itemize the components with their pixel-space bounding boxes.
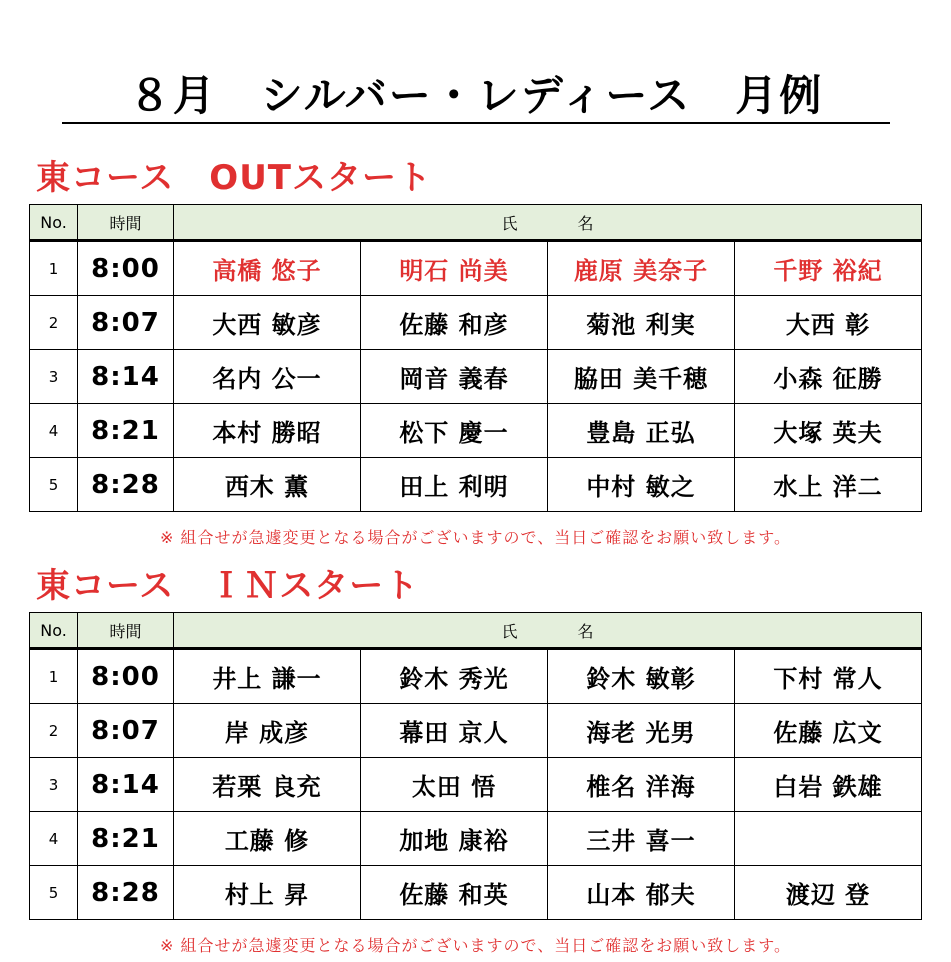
player-name: 大西 敏彦 [174,296,361,350]
table-row [30,458,922,512]
tee-time: 8:28 [78,458,174,512]
player-name: 白岩 鉄雄 [735,758,922,812]
table-row [30,296,922,350]
player-name: 千野 裕紀 [735,241,922,296]
player-name: 幕田 京人 [361,704,548,758]
header-name: 氏 名 [174,205,922,241]
player-name: 若栗 良充 [174,758,361,812]
player-name: 加地 康裕 [361,812,548,866]
player-name: 小森 征勝 [735,350,922,404]
table-row [30,866,922,920]
table-row [30,404,922,458]
player-name: 渡辺 登 [735,866,922,920]
player-name: 太田 悟 [361,758,548,812]
player-name: 名内 公一 [174,350,361,404]
table-header-row [30,205,922,241]
table-row [30,649,922,704]
tee-time: 8:07 [78,704,174,758]
header-no: No. [30,205,78,241]
player-name: 田上 利明 [361,458,548,512]
player-name: 大西 彰 [735,296,922,350]
player-name: 井上 謙一 [174,649,361,704]
header-name: 氏 名 [174,613,922,649]
player-name: 岡音 義春 [361,350,548,404]
player-name: 松下 慶一 [361,404,548,458]
row-number: 4 [30,404,78,458]
tee-time: 8:21 [78,812,174,866]
player-name: 岸 成彦 [174,704,361,758]
change-notice: ※ 組合せが急遽変更となる場合がございますので、当日ご確認をお願い致します。 [160,936,791,955]
player-name: 明石 尚美 [361,241,548,296]
table-row [30,704,922,758]
page-title: ８月 シルバー・レディース 月例 [62,70,890,124]
tee-time: 8:00 [78,241,174,296]
table-row [30,758,922,812]
tee-time: 8:28 [78,866,174,920]
player-name: 佐藤 和英 [361,866,548,920]
tee-time: 8:07 [78,296,174,350]
player-name-empty [735,812,922,866]
player-name: 工藤 修 [174,812,361,866]
player-name: 佐藤 和彦 [361,296,548,350]
player-name: 鈴木 敏彰 [548,649,735,704]
tee-time: 8:14 [78,758,174,812]
table-header-row [30,613,922,649]
player-name: 下村 常人 [735,649,922,704]
player-name: 海老 光男 [548,704,735,758]
header-time: 時間 [78,205,174,241]
player-name: 中村 敏之 [548,458,735,512]
row-number: 2 [30,704,78,758]
table-row [30,812,922,866]
player-name: 水上 洋二 [735,458,922,512]
row-number: 5 [30,866,78,920]
player-name: 山本 郁夫 [548,866,735,920]
player-name: 佐藤 広文 [735,704,922,758]
header-time: 時間 [78,613,174,649]
player-name: 大塚 英夫 [735,404,922,458]
player-name: 鹿原 美奈子 [548,241,735,296]
player-name: 脇田 美千穂 [548,350,735,404]
row-number: 4 [30,812,78,866]
player-name: 高橋 悠子 [174,241,361,296]
row-number: 1 [30,649,78,704]
row-number: 2 [30,296,78,350]
row-number: 3 [30,350,78,404]
tee-time: 8:00 [78,649,174,704]
player-name: 西木 薫 [174,458,361,512]
row-number: 3 [30,758,78,812]
tee-time: 8:21 [78,404,174,458]
player-name: 村上 昇 [174,866,361,920]
section-title-in: 東コース ＩＮスタート [36,566,420,606]
row-number: 1 [30,241,78,296]
table-row [30,241,922,296]
header-no: No. [30,613,78,649]
player-name: 本村 勝昭 [174,404,361,458]
player-name: 豊島 正弘 [548,404,735,458]
player-name: 菊池 利実 [548,296,735,350]
tee-time-table-in [29,612,922,920]
player-name: 三井 喜一 [548,812,735,866]
change-notice: ※ 組合せが急遽変更となる場合がございますので、当日ご確認をお願い致します。 [160,528,791,547]
row-number: 5 [30,458,78,512]
section-title-out: 東コース OUTスタート [36,158,433,198]
player-name: 椎名 洋海 [548,758,735,812]
tee-time-table-out [29,204,922,512]
tee-time: 8:14 [78,350,174,404]
table-row [30,350,922,404]
player-name: 鈴木 秀光 [361,649,548,704]
